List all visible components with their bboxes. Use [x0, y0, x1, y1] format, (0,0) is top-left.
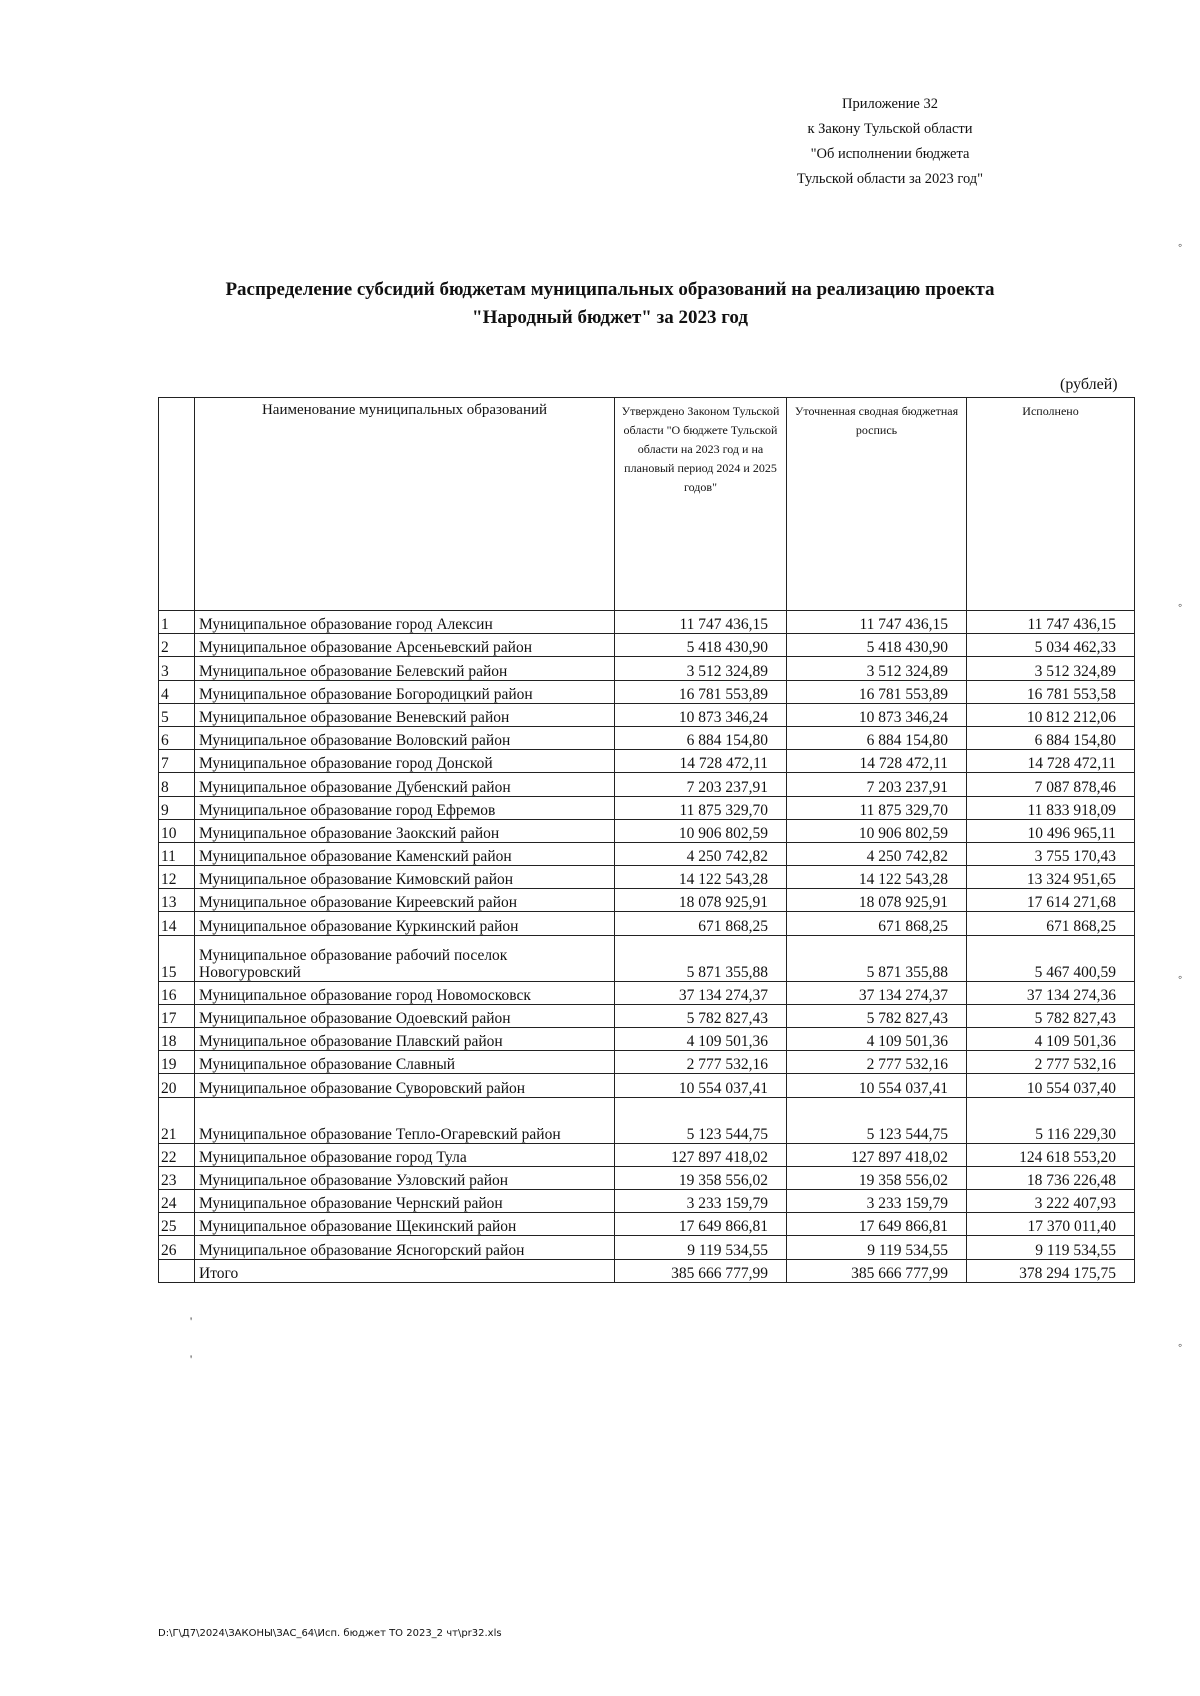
- row-approved: 10 554 037,41: [615, 1074, 787, 1097]
- row-approved: 19 358 556,02: [615, 1166, 787, 1189]
- row-approved: 4 109 501,36: [615, 1028, 787, 1051]
- table-body: [159, 611, 1135, 1260]
- row-name: Муниципальное образование Узловский район: [195, 1166, 615, 1189]
- name-header: Наименование муниципальных образований: [195, 398, 615, 611]
- scan-mark: ': [190, 1314, 193, 1328]
- row-name: Муниципальное образование Кимовский район: [195, 866, 615, 889]
- total-approved: 385 666 777,99: [615, 1259, 787, 1282]
- row-name: Муниципальное образование Суворовский район: [195, 1074, 615, 1097]
- row-revised: 4 109 501,36: [787, 1028, 967, 1051]
- row-approved: 671 868,25: [615, 912, 787, 935]
- row-revised: 127 897 418,02: [787, 1143, 967, 1166]
- row-executed: 16 781 553,58: [967, 680, 1135, 703]
- row-number: 17: [159, 1004, 195, 1027]
- table-row: [159, 680, 1135, 703]
- table-header-row: [159, 398, 1135, 611]
- table-row: [159, 1051, 1135, 1074]
- row-approved: 10 906 802,59: [615, 819, 787, 842]
- table-row: [159, 1166, 1135, 1189]
- row-revised: 10 554 037,41: [787, 1074, 967, 1097]
- row-approved: 5 418 430,90: [615, 634, 787, 657]
- row-name: Муниципальное образование Одоевский район: [195, 1004, 615, 1027]
- row-executed: 10 554 037,40: [967, 1074, 1135, 1097]
- row-approved: 5 782 827,43: [615, 1004, 787, 1027]
- row-approved: 18 078 925,91: [615, 889, 787, 912]
- row-number: 14: [159, 912, 195, 935]
- row-executed: 4 109 501,36: [967, 1028, 1135, 1051]
- table-row: [159, 726, 1135, 749]
- row-revised: 7 203 237,91: [787, 773, 967, 796]
- row-executed: 9 119 534,55: [967, 1236, 1135, 1259]
- approved-header: Утверждено Законом Тульской области "О бюджете Тульской области на 2023 год и на плановый период 2024 и 2025 годов": [615, 398, 787, 611]
- row-executed: 7 087 878,46: [967, 773, 1135, 796]
- title-line-2: "Народный бюджет" за 2023 год: [472, 307, 748, 328]
- total-executed: 378 294 175,75: [967, 1259, 1135, 1282]
- row-name: Муниципальное образование Киреевский район: [195, 889, 615, 912]
- subsidy-table: [158, 397, 1135, 1283]
- row-number: 20: [159, 1074, 195, 1097]
- table-row: [159, 1097, 1135, 1143]
- total-label: Итого: [195, 1259, 615, 1282]
- row-approved: 3 233 159,79: [615, 1189, 787, 1212]
- row-approved: 6 884 154,80: [615, 726, 787, 749]
- table-row: [159, 842, 1135, 865]
- row-name: Муниципальное образование город Ефремов: [195, 796, 615, 819]
- row-approved: 14 122 543,28: [615, 866, 787, 889]
- row-number: 18: [159, 1028, 195, 1051]
- scan-mark: ': [190, 1352, 193, 1366]
- revised-header: Уточненная сводная бюджетная роспись: [787, 398, 967, 611]
- row-revised: 671 868,25: [787, 912, 967, 935]
- row-approved: 14 728 472,11: [615, 750, 787, 773]
- table-row: [159, 819, 1135, 842]
- table-row: [159, 1004, 1135, 1027]
- row-executed: 3 755 170,43: [967, 842, 1135, 865]
- row-number: 7: [159, 750, 195, 773]
- total-revised: 385 666 777,99: [787, 1259, 967, 1282]
- unit-label: (рублей): [1060, 376, 1118, 393]
- row-name: Муниципальное образование Дубенский район: [195, 773, 615, 796]
- table-row: [159, 634, 1135, 657]
- row-executed: 3 512 324,89: [967, 657, 1135, 680]
- row-approved: 10 873 346,24: [615, 703, 787, 726]
- row-name: Муниципальное образование Куркинский район: [195, 912, 615, 935]
- row-number: 5: [159, 703, 195, 726]
- row-executed: 10 496 965,11: [967, 819, 1135, 842]
- table-row: [159, 935, 1135, 981]
- row-name: Муниципальное образование Богородицкий район: [195, 680, 615, 703]
- row-number: 24: [159, 1189, 195, 1212]
- table-row: [159, 866, 1135, 889]
- row-executed: 18 736 226,48: [967, 1166, 1135, 1189]
- row-name: Муниципальное образование Чернский район: [195, 1189, 615, 1212]
- row-number: 23: [159, 1166, 195, 1189]
- file-path-footer: D:\Г\Д7\2024\ЗАКОНЫ\ЗАС_64\Исп. бюджет ТО 2023_2 чт\pr32.xls: [158, 1628, 502, 1639]
- row-number: 22: [159, 1143, 195, 1166]
- row-revised: 5 871 355,88: [787, 935, 967, 981]
- row-number: 10: [159, 819, 195, 842]
- table-row: [159, 773, 1135, 796]
- row-number: 15: [159, 935, 195, 981]
- table-row: [159, 889, 1135, 912]
- row-revised: 3 512 324,89: [787, 657, 967, 680]
- row-revised: 5 782 827,43: [787, 1004, 967, 1027]
- row-executed: 5 034 462,33: [967, 634, 1135, 657]
- row-approved: 2 777 532,16: [615, 1051, 787, 1074]
- row-name: Муниципальное образование рабочий поселок Новогуровский: [195, 935, 615, 981]
- table-row: [159, 703, 1135, 726]
- row-name: Муниципальное образование город Алексин: [195, 611, 615, 634]
- table-row: [159, 1236, 1135, 1259]
- row-revised: 19 358 556,02: [787, 1166, 967, 1189]
- table-row: [159, 1028, 1135, 1051]
- row-revised: 18 078 925,91: [787, 889, 967, 912]
- table-row: [159, 796, 1135, 819]
- scan-mark: ◦: [1178, 598, 1183, 612]
- row-number: 26: [159, 1236, 195, 1259]
- row-revised: 10 906 802,59: [787, 819, 967, 842]
- row-number: 2: [159, 634, 195, 657]
- table-row: [159, 1189, 1135, 1212]
- table-row: [159, 750, 1135, 773]
- row-executed: 671 868,25: [967, 912, 1135, 935]
- row-revised: 16 781 553,89: [787, 680, 967, 703]
- row-revised: 4 250 742,82: [787, 842, 967, 865]
- title-line-1: Распределение субсидий бюджетам муниципальных образований на реализацию проекта: [225, 279, 995, 300]
- row-name: Муниципальное образование Тепло-Огаревский район: [195, 1097, 615, 1143]
- row-name: Муниципальное образование Ясногорский район: [195, 1236, 615, 1259]
- row-revised: 17 649 866,81: [787, 1213, 967, 1236]
- row-executed: 17 614 271,68: [967, 889, 1135, 912]
- table-row: [159, 1213, 1135, 1236]
- table-row: [159, 1143, 1135, 1166]
- row-executed: 37 134 274,36: [967, 981, 1135, 1004]
- row-number: 13: [159, 889, 195, 912]
- row-executed: 6 884 154,80: [967, 726, 1135, 749]
- total-num-cell: [159, 1259, 195, 1282]
- total-row: [159, 1259, 1135, 1282]
- row-approved: 5 123 544,75: [615, 1097, 787, 1143]
- appendix-line: Тульской области за 2023 год": [796, 171, 984, 187]
- row-approved: 9 119 534,55: [615, 1236, 787, 1259]
- row-name: Муниципальное образование Каменский район: [195, 842, 615, 865]
- row-revised: 11 875 329,70: [787, 796, 967, 819]
- row-approved: 37 134 274,37: [615, 981, 787, 1004]
- row-name: Муниципальное образование Плавский район: [195, 1028, 615, 1051]
- row-executed: 5 116 229,30: [967, 1097, 1135, 1143]
- row-number: 19: [159, 1051, 195, 1074]
- row-name: Муниципальное образование Заокский район: [195, 819, 615, 842]
- row-approved: 17 649 866,81: [615, 1213, 787, 1236]
- row-approved: 3 512 324,89: [615, 657, 787, 680]
- row-name: Муниципальное образование Веневский район: [195, 703, 615, 726]
- row-executed: 11 747 436,15: [967, 611, 1135, 634]
- row-approved: 127 897 418,02: [615, 1143, 787, 1166]
- row-executed: 11 833 918,09: [967, 796, 1135, 819]
- table-row: [159, 912, 1135, 935]
- row-name: Муниципальное образование Воловский район: [195, 726, 615, 749]
- row-number: 11: [159, 842, 195, 865]
- row-revised: 5 123 544,75: [787, 1097, 967, 1143]
- row-number: 9: [159, 796, 195, 819]
- scan-mark: ◦: [1178, 238, 1183, 252]
- row-approved: 5 871 355,88: [615, 935, 787, 981]
- num-header: [159, 398, 195, 611]
- row-number: 3: [159, 657, 195, 680]
- row-revised: 37 134 274,37: [787, 981, 967, 1004]
- scan-mark: ◦: [1178, 970, 1183, 984]
- row-approved: 4 250 742,82: [615, 842, 787, 865]
- row-revised: 5 418 430,90: [787, 634, 967, 657]
- row-number: 1: [159, 611, 195, 634]
- table-row: [159, 1074, 1135, 1097]
- row-executed: 3 222 407,93: [967, 1189, 1135, 1212]
- row-revised: 14 728 472,11: [787, 750, 967, 773]
- row-executed: 10 812 212,06: [967, 703, 1135, 726]
- row-revised: 6 884 154,80: [787, 726, 967, 749]
- row-number: 6: [159, 726, 195, 749]
- row-name: Муниципальное образование Белевский район: [195, 657, 615, 680]
- row-name: Муниципальное образование город Новомосковск: [195, 981, 615, 1004]
- appendix-line: "Об исполнении бюджета: [810, 146, 970, 162]
- row-name: Муниципальное образование город Тула: [195, 1143, 615, 1166]
- appendix-line: к Закону Тульской области: [807, 121, 973, 137]
- row-executed: 124 618 553,20: [967, 1143, 1135, 1166]
- appendix-line: Приложение 32: [842, 96, 938, 112]
- scan-mark: ◦: [1178, 1338, 1183, 1352]
- row-revised: 14 122 543,28: [787, 866, 967, 889]
- row-executed: 5 467 400,59: [967, 935, 1135, 981]
- row-executed: 17 370 011,40: [967, 1213, 1135, 1236]
- table-row: [159, 611, 1135, 634]
- row-revised: 10 873 346,24: [787, 703, 967, 726]
- row-name: Муниципальное образование город Донской: [195, 750, 615, 773]
- row-approved: 7 203 237,91: [615, 773, 787, 796]
- row-approved: 11 875 329,70: [615, 796, 787, 819]
- row-revised: 11 747 436,15: [787, 611, 967, 634]
- row-revised: 2 777 532,16: [787, 1051, 967, 1074]
- row-executed: 5 782 827,43: [967, 1004, 1135, 1027]
- row-name: Муниципальное образование Щекинский район: [195, 1213, 615, 1236]
- executed-header: Исполнено: [967, 398, 1135, 611]
- appendix-block: [740, 92, 1040, 192]
- table-row: [159, 981, 1135, 1004]
- row-number: 8: [159, 773, 195, 796]
- row-number: 4: [159, 680, 195, 703]
- row-number: 12: [159, 866, 195, 889]
- row-revised: 3 233 159,79: [787, 1189, 967, 1212]
- row-number: 16: [159, 981, 195, 1004]
- row-revised: 9 119 534,55: [787, 1236, 967, 1259]
- table-row: [159, 657, 1135, 680]
- row-executed: 14 728 472,11: [967, 750, 1135, 773]
- row-executed: 2 777 532,16: [967, 1051, 1135, 1074]
- row-approved: 11 747 436,15: [615, 611, 787, 634]
- row-name: Муниципальное образование Славный: [195, 1051, 615, 1074]
- row-executed: 13 324 951,65: [967, 866, 1135, 889]
- row-number: 21: [159, 1097, 195, 1143]
- row-name: Муниципальное образование Арсеньевский район: [195, 634, 615, 657]
- document-title: [140, 276, 1080, 332]
- row-number: 25: [159, 1213, 195, 1236]
- row-approved: 16 781 553,89: [615, 680, 787, 703]
